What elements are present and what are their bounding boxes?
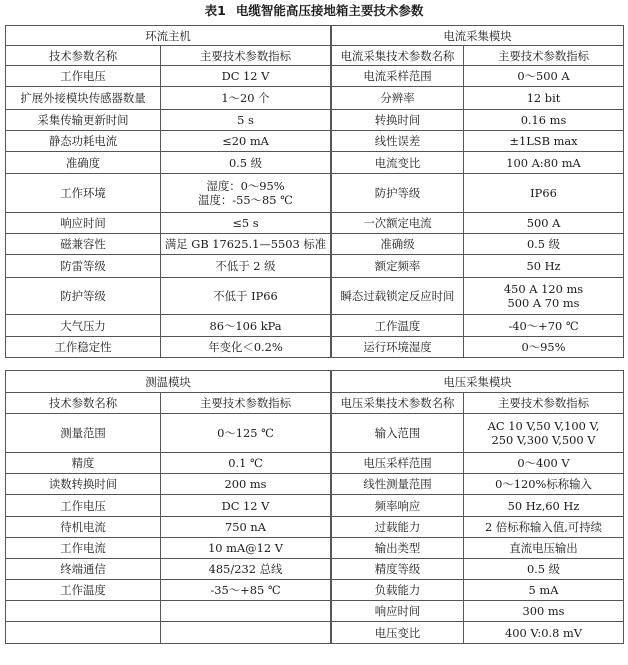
param-name: 测量范围: [6, 414, 161, 453]
table-row: [332, 580, 624, 601]
param-name: 终端通信: [6, 559, 161, 580]
param-value: 5 s: [161, 110, 331, 131]
table-row: [332, 278, 624, 315]
param-name: 负载能力: [332, 580, 464, 601]
param-name: 电压变比: [332, 622, 464, 644]
param-name: 输出类型: [332, 538, 464, 559]
param-name: 额定频率: [332, 255, 464, 278]
param-name: 防护等级: [332, 174, 464, 213]
column-header-name: 电流采集技术参数名称: [332, 46, 464, 66]
param-value: 400 V:0.8 mV: [464, 622, 624, 644]
table-row: [6, 453, 331, 474]
section-voltage-acq: [331, 370, 624, 644]
table-row: [6, 559, 331, 580]
table-row: [6, 87, 331, 110]
param-name: 准确级: [332, 234, 464, 255]
param-value-line: 湿度：0～95%: [206, 179, 285, 193]
param-value: -40～+70 ℃: [464, 315, 624, 337]
section-env-host: [5, 25, 331, 358]
table-row: [332, 234, 624, 255]
param-value: 0.5 级: [464, 559, 624, 580]
param-value: IP66: [464, 174, 624, 213]
param-name: [6, 622, 161, 644]
param-value: 0～400 V: [464, 453, 624, 474]
section-title: 环流主机: [6, 26, 331, 46]
table-row: [6, 622, 331, 644]
column-header-value: 主要技术参数指标: [161, 393, 331, 414]
param-name: 工作温度: [6, 580, 161, 601]
param-value-line: 500 A 70 ms: [507, 296, 580, 310]
param-value: 750 nA: [161, 517, 331, 538]
table-row: [6, 131, 331, 152]
param-name: 读数转换时间: [6, 474, 161, 495]
table-row: [332, 622, 624, 644]
param-value: 10 mA@12 V: [161, 538, 331, 559]
param-value: 5 mA: [464, 580, 624, 601]
param-name: [6, 601, 161, 622]
table-row: [6, 474, 331, 495]
param-name: 精度等级: [332, 559, 464, 580]
section-temp-module: [5, 370, 331, 644]
param-name: 工作温度: [332, 315, 464, 337]
param-value: 0.1 ℃: [161, 453, 331, 474]
param-name: 运行环境湿度: [332, 337, 464, 358]
param-name: 工作稳定性: [6, 337, 161, 358]
param-name: 响应时间: [332, 601, 464, 622]
table-row: [6, 152, 331, 174]
table-row: [6, 538, 331, 559]
table-row: [6, 601, 331, 622]
param-name: 线性误差: [332, 131, 464, 152]
table-row: [6, 110, 331, 131]
param-name: 准确度: [6, 152, 161, 174]
table-row: [332, 538, 624, 559]
param-value: 0.5 级: [464, 234, 624, 255]
param-value: [464, 278, 624, 315]
table-row: [332, 559, 624, 580]
table-row: [332, 110, 624, 131]
section-title: 电压采集模块: [332, 371, 624, 393]
param-name: 采集传输更新时间: [6, 110, 161, 131]
param-value: 485/232 总线: [161, 559, 331, 580]
section-current-acq: [331, 25, 624, 358]
param-value: 0～125 ℃: [161, 414, 331, 453]
param-value: 86～106 kPa: [161, 315, 331, 337]
column-header-value: 主要技术参数指标: [161, 46, 331, 66]
param-value-line: 温度：-55～85 ℃: [198, 193, 293, 207]
table-row: [332, 453, 624, 474]
table-row: [6, 315, 331, 337]
table-row: [6, 213, 331, 234]
table-row: [6, 495, 331, 517]
param-value: 0.16 ms: [464, 110, 624, 131]
param-name: 工作电压: [6, 66, 161, 87]
param-value: 1～20 个: [161, 87, 331, 110]
param-name: 防护等级: [6, 278, 161, 315]
param-value: 0～500 A: [464, 66, 624, 87]
param-value: 50 Hz,60 Hz: [464, 495, 624, 517]
table-row: [332, 601, 624, 622]
table-row: [332, 174, 624, 213]
param-name: 一次额定电流: [332, 213, 464, 234]
param-value-line: 250 V,300 V,500 V: [491, 433, 596, 447]
param-value: 500 A: [464, 213, 624, 234]
table-row: [6, 255, 331, 278]
table-row: [6, 580, 331, 601]
param-name: 大气压力: [6, 315, 161, 337]
param-name: 静态功耗电流: [6, 131, 161, 152]
param-value: ≤5 s: [161, 213, 331, 234]
param-name: 磁兼容性: [6, 234, 161, 255]
param-value: 不低于 IP66: [161, 278, 331, 315]
table-row: [6, 278, 331, 315]
table-row: [332, 255, 624, 278]
table-row: [6, 234, 331, 255]
param-value: 0.5 级: [161, 152, 331, 174]
param-value: 100 A:80 mA: [464, 152, 624, 174]
table-row: [6, 337, 331, 358]
column-header-name: 技术参数名称: [6, 393, 161, 414]
table-row: [332, 66, 624, 87]
table-row: [332, 131, 624, 152]
section-title: 测温模块: [6, 371, 331, 393]
param-name: 瞬态过载锁定反应时间: [332, 278, 464, 315]
table-row: [332, 315, 624, 337]
param-value: DC 12 V: [161, 66, 331, 87]
column-header-value: 主要技术参数指标: [464, 46, 624, 66]
param-value: 2 倍标称输入值,可持续: [464, 517, 624, 538]
param-name: 电压采样范围: [332, 453, 464, 474]
param-value-line: AC 10 V,50 V,100 V,: [487, 419, 600, 433]
param-value: 年变化＜0.2%: [161, 337, 331, 358]
param-name: 线性测量范围: [332, 474, 464, 495]
param-value: [161, 622, 331, 644]
param-value: 不低于 2 级: [161, 255, 331, 278]
param-value: 直流电压输出: [464, 538, 624, 559]
param-value: [161, 174, 331, 213]
column-header-name: 技术参数名称: [6, 46, 161, 66]
param-value: 12 bit: [464, 87, 624, 110]
table-row: [6, 174, 331, 213]
param-name: 转换时间: [332, 110, 464, 131]
param-value: 0～120%标称输入: [464, 474, 624, 495]
table-row: [6, 414, 331, 453]
param-value: ±1LSB max: [464, 131, 624, 152]
param-name: 响应时间: [6, 213, 161, 234]
table-row: [332, 337, 624, 358]
param-name: 过载能力: [332, 517, 464, 538]
param-value-line: 450 A 120 ms: [503, 282, 584, 296]
param-value: 200 ms: [161, 474, 331, 495]
param-name: 待机电流: [6, 517, 161, 538]
param-name: 分辨率: [332, 87, 464, 110]
table-row: [6, 517, 331, 538]
param-name: 扩展外接模块传感器数量: [6, 87, 161, 110]
param-value: 0～95%: [464, 337, 624, 358]
table-row: [332, 87, 624, 110]
param-value: ≤20 mA: [161, 131, 331, 152]
param-name: 防雷等级: [6, 255, 161, 278]
table-row: [332, 495, 624, 517]
param-name: 频率响应: [332, 495, 464, 517]
param-value: -35～+85 ℃: [161, 580, 331, 601]
table-row: [6, 66, 331, 87]
section-title: 电流采集模块: [332, 26, 624, 46]
column-header-name: 电压采集技术参数名称: [332, 393, 464, 414]
table-caption: [0, 3, 628, 19]
param-value: [464, 414, 624, 453]
table-row: [332, 517, 624, 538]
table-row: [332, 474, 624, 495]
param-value: 50 Hz: [464, 255, 624, 278]
param-name: 工作电流: [6, 538, 161, 559]
param-value: DC 12 V: [161, 495, 331, 517]
caption-title: 电缆智能高压接地箱主要技术参数: [235, 3, 424, 18]
column-header-value: 主要技术参数指标: [464, 393, 624, 414]
param-name: 工作环境: [6, 174, 161, 213]
param-value: 300 ms: [464, 601, 624, 622]
table-row: [332, 152, 624, 174]
param-name: 精度: [6, 453, 161, 474]
table-row: [332, 213, 624, 234]
param-name: 输入范围: [332, 414, 464, 453]
param-name: 电流采样范围: [332, 66, 464, 87]
table-row: [332, 414, 624, 453]
param-name: 电流变比: [332, 152, 464, 174]
param-value: 满足 GB 17625.1—5503 标准: [161, 234, 331, 255]
caption-number: 表1: [204, 3, 226, 18]
param-name: 工作电压: [6, 495, 161, 517]
param-value: [161, 601, 331, 622]
